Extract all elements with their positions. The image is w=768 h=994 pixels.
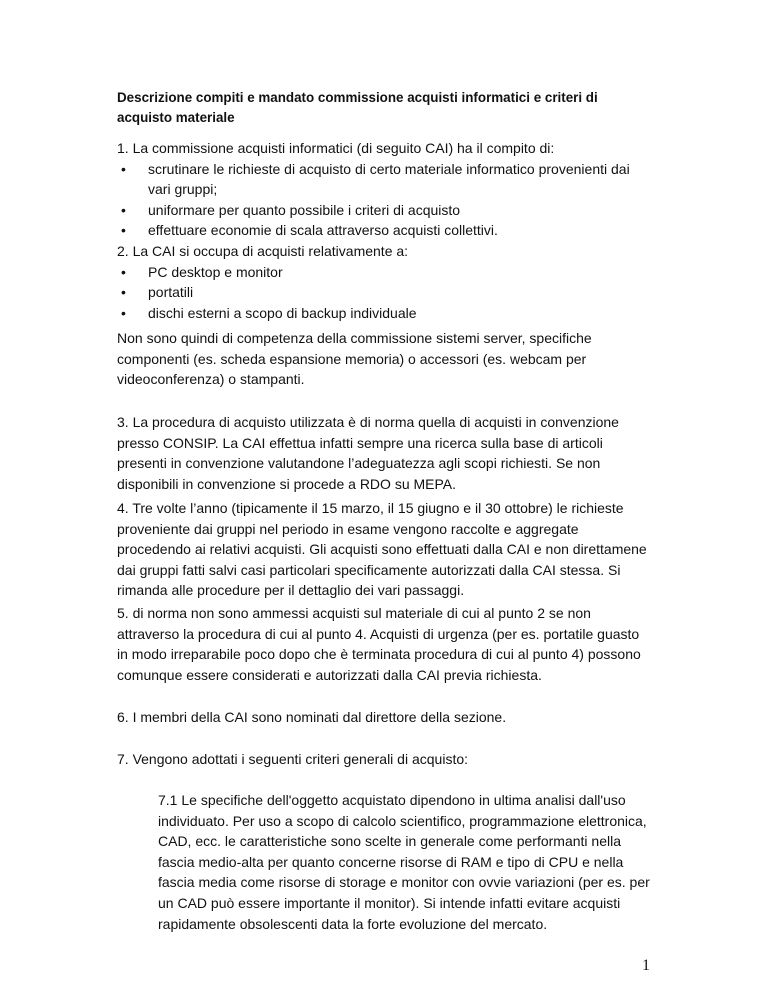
section-7 xyxy=(117,749,653,770)
paragraph: 7. Vengono adottati i seguenti criteri generali di acquisto: xyxy=(117,751,469,767)
list-item: • uniformare per quanto possibile i criteri di acquisto xyxy=(121,200,653,221)
section-1-list xyxy=(117,159,653,241)
section-6 xyxy=(117,707,653,728)
paragraph: 5. di norma non sono ammessi acquisti sul materiale di cui al punto 2 se non attraverso la procedura di cui al punto 4. Acquisti di urgenza (per es. portatile guasto in modo irreparabile poco dopo che è terminata procedura di cui al punto 4) possono comunque essere considerati e autorizzati dalla CAI previa richiesta. xyxy=(117,605,641,683)
section-2-intro: 2. La CAI si occupa di acquisti relativamente a: xyxy=(117,243,409,259)
section-5 xyxy=(117,603,653,685)
document-title: Descrizione compiti e mandato commissione acquisti informatici e criteri di acquisto materiale xyxy=(117,90,598,125)
section-1 xyxy=(117,138,653,241)
section-4 xyxy=(117,498,653,601)
paragraph: 4. Tre volte l’anno (tipicamente il 15 marzo, il 15 giugno e il 30 ottobre) le richieste proveniente dai gruppi nel periodo in esame vengono raccolte e aggregate procedendo ai relativi acquisti. Gli acquisti sono effettuati dalla CAI e non direttamene dai gruppi fatti salvi casi particolari specificamente autorizzati dalla CAI stessa. Si rimanda alle procedure per il dettaglio dei vari passaggi. xyxy=(117,500,647,599)
paragraph: Non sono quindi di competenza della commissione sistemi server, specifiche componenti (es. scheda espansione memoria) o accessori (es. webcam per videoconferenza) o stampanti. xyxy=(117,330,592,388)
section-3 xyxy=(117,412,653,494)
page-number: 1 xyxy=(642,957,650,974)
section-1-intro: 1. La commissione acquisti informatici (di seguito CAI) ha il compito di: xyxy=(117,140,555,156)
section-2 xyxy=(117,241,653,323)
section-2-list xyxy=(117,262,653,324)
list-item: • portatili xyxy=(121,282,653,303)
section-7-1 xyxy=(117,790,653,934)
section-2-note xyxy=(117,328,653,390)
list-item: • PC desktop e monitor xyxy=(121,262,653,283)
paragraph: 3. La procedura di acquisto utilizzata è di norma quella di acquisti in convenzione presso CONSIP. La CAI effettua infatti sempre una ricerca sulla base di articoli presenti in convenzione valutandone l’adeguatezza agli scopi richiesti. Se non disponibili in convenzione si procede a RDO su MEPA. xyxy=(117,414,619,492)
list-item: • effettuare economie di scala attraverso acquisti collettivi. xyxy=(121,220,653,241)
paragraph: 6. I membri della CAI sono nominati dal direttore della sezione. xyxy=(117,709,507,725)
paragraph: 7.1 Le specifiche dell'oggetto acquistato dipendono in ultima analisi dall'uso individuato. Per uso a scopo di calcolo scientifico, programmazione elettronica, CAD, ecc. le caratteristiche sono scelte in generale come performanti nella fascia medio-alta per quanto concerne risorse di RAM e tipo di CPU e nella fascia media come risorse di storage e monitor con ovvie variazioni (per es. per un CAD può essere importante il monitor). Si intende infatti evitare acquisti rapidamente obsolescenti data la forte evoluzione del mercato. xyxy=(158,792,650,932)
list-item: • dischi esterni a scopo di backup individuale xyxy=(121,303,653,324)
list-item: • scrutinare le richieste di acquisto di certo materiale informatico provenienti dai vari gruppi; xyxy=(121,159,653,200)
